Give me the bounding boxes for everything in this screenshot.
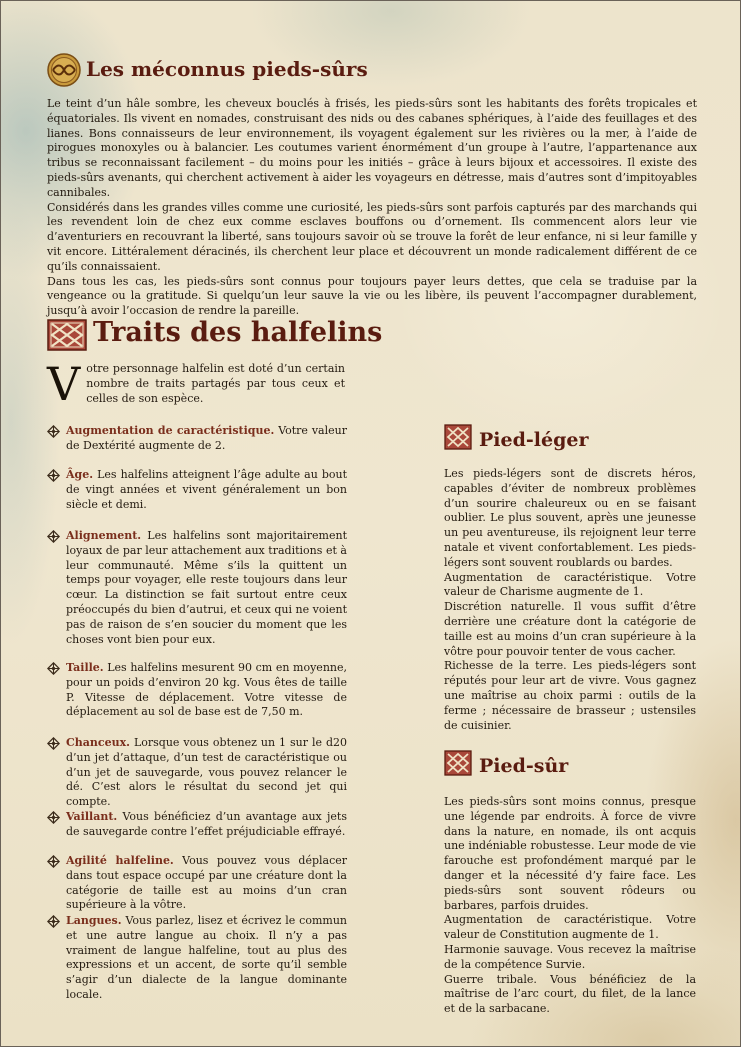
celtic-knot-icon [444,750,472,776]
intro-text: otre personnage halfelin est doté d’un certain nombre de traits partagés par tous ceux et celles de son espèce. [86,362,345,405]
trait-item [47,854,347,913]
knot-bullet-icon [47,737,60,750]
paragraph: Augmentation de caractéristique. Votre valeur de Constitution augmente de 1. [444,913,696,942]
paragraph: Richesse de la terre. Les pieds-légers sont réputés pour leur art de vivre. Vous gagnez une maîtrise au choix parmi : outils de la ferme ; nécessaire de brasseur ; ustensiles de cuisinier. [444,659,696,732]
trait-item [47,424,347,454]
knot-bullet-icon [47,915,60,928]
trait-text: Vous pouvez vous déplacer dans tout espace occupé par une créature dont la catégorie de taille est au moins d’un cran supérieure à la vôtre. [66,854,347,912]
celtic-knot-icon [444,424,472,450]
paragraph: Dans tous les cas, les pieds-sûrs sont connus pour toujours payer leurs dettes, que cela se traduise par la vengeance ou la gratitude. Si quelqu’un leur sauve la vie ou les libère, ils peuvent l’accompagner durablement, jusqu’à avoir l’occasion de rendre la pareille. [47,274,697,318]
knot-bullet-icon [47,855,60,868]
trait-name: Langues. [66,914,122,927]
celtic-knot-icon [47,319,87,351]
paragraph: Augmentation de caractéristique. Votre valeur de Charisme augmente de 1. [444,570,696,599]
trait-text: Les halfelins sont majoritairement loyaux de par leur attachement aux traditions et à leur communauté. Même s’ils la quittent un temps pour voyager, elle reste toujours dans leur cœur. La distinction se fait surtout entre ceux préoccupés du bien d’autrui, et ceux qui ne voient pas de raison de s’en soucier du moment que les choses vont bien pour eux. [66,529,347,646]
medallion-icon [47,53,81,87]
paragraph: Discrétion naturelle. Il vous suffit d’être derrière une créature dont la catégorie de taille est au moins d’un cran supérieure à la vôtre pour pouvoir tenter de vous cacher. [444,600,696,658]
subsection-title-pied-leger: Pied-léger [479,429,589,451]
trait-text: Les halfelins atteignent l’âge adulte au bout de vingt années et vivent généralement un bon siècle et demi. [66,468,347,511]
trait-name: Agilité halfeline. [66,854,174,867]
trait-text: Vous bénéficiez d’un avantage aux jets de sauvegarde contre l’effet préjudiciable effrayé. [66,810,347,838]
paragraph: Considérés dans les grandes villes comme une curiosité, les pieds-sûrs sont parfois capturés par des marchands qui les revendent loin de chez eux comme esclaves bouffons ou d’ornement. Ils commencent alors leur vie d’aventuriers en recouvrant la liberté, sans toujours savoir où se trouve la forêt de leur enfance, ni si leur famille y vit encore. Littéralement déracinés, ils cherchent leur place et découvrent un monde radicalement différent de ce qu’ils connaissaient. [47,200,697,273]
paragraph: Les pieds-légers sont de discrets héros, capables d’éviter de nombreux problèmes d’un sourire chaleureux ou en se faisant oublier. Le plus souvent, après une jeunesse un peu aventureuse, ils rejoignent leur terre natale et vivent confortablement. Les pieds-légers sont souvent roublards ou bardes. [444,467,696,569]
drop-cap: V [47,357,81,411]
pied-sur-text [444,795,696,1017]
trait-text: Les halfelins mesurent 90 cm en moyenne, pour un poids d’environ 20 kg. Vous êtes de taille P. Vitesse de déplacement. Votre vitesse de déplacement au sol de base est de 7,50 m. [66,661,347,719]
trait-name: Vaillant. [66,810,118,823]
trait-text: Vous parlez, lisez et écrivez le commun et une autre langue au choix. Il n’y a pas vraiment de langue halfeline, tout au plus des expressions et un accent, de sorte qu’il semble s’agir d’un dialecte de la langue dominante locale. [66,914,347,1001]
paragraph: Les pieds-sûrs sont moins connus, presque une légende par endroits. À force de vivre dans la nature, en nomade, ils ont acquis une indéniable robustesse. Leur mode de vie farouche est profondément marqué par le danger et la nécessité d’y faire face. Les pieds-sûrs sont souvent rôdeurs ou barbares, parfois druides. [444,795,696,912]
trait-name: Alignement. [66,529,142,542]
trait-item [47,810,347,840]
paragraph: Guerre tribale. Vous bénéficiez de la maîtrise de l’arc court, du filet, de la lance et de la sarbacane. [444,972,696,1016]
knot-bullet-icon [47,530,60,543]
trait-item [47,736,347,810]
subsection-title-pied-sur: Pied-sûr [479,755,569,777]
paragraph: Harmonie sauvage. Vous recevez la maîtrise de la compétence Survie. [444,942,696,971]
traits-intro [47,357,345,411]
pied-leger-text [444,467,696,733]
trait-item [47,529,347,647]
trait-item [47,468,347,512]
trait-item [47,914,347,1003]
knot-bullet-icon [47,811,60,824]
trait-name: Augmentation de caractéristique. [66,424,275,437]
section-title-traits: Traits des halfelins [93,317,383,348]
trait-name: Chanceux. [66,736,130,749]
section-title-pieds-surs: Les méconnus pieds-sûrs [86,57,368,81]
paragraph: Le teint d’un hâle sombre, les cheveux bouclés à frisés, les pieds-sûrs sont les habitants des forêts tropicales et équatoriales. Ils vivent en nomades, construisant des nids ou des cabanes sphériques, à l’aide des feuillages et des lianes. Bons connaisseurs de leur environnement, ils voyagent également sur les rivières ou la mer, à l’aide de pirogues monoxyles ou à balancier. Les coutumes varient énormément d’un groupe à l’autre, l’appartenance aux tribus se reconnaissant facilement – du moins pour les initiés – grâce à leurs bijoux et accessoires. Il existe des pieds-sûrs avenants, qui cherchent activement à aider les voyageurs en détresse, mais d’autres sont d’impitoyables cannibales. [47,97,697,199]
pieds-surs-text [47,97,697,319]
trait-name: Âge. [66,468,94,481]
trait-text: Lorsque vous obtenez un 1 sur le d20 d’un jet d’attaque, d’un test de caractéristique ou d’un jet de sauvegarde, vous pouvez relancer le dé. C’est alors le résultat du second jet qui compte. [66,736,347,809]
knot-bullet-icon [47,425,60,438]
knot-bullet-icon [47,662,60,675]
trait-text: Votre valeur de Dextérité augmente de 2. [66,424,347,452]
trait-item [47,661,347,720]
knot-bullet-icon [47,469,60,482]
trait-name: Taille. [66,661,104,674]
